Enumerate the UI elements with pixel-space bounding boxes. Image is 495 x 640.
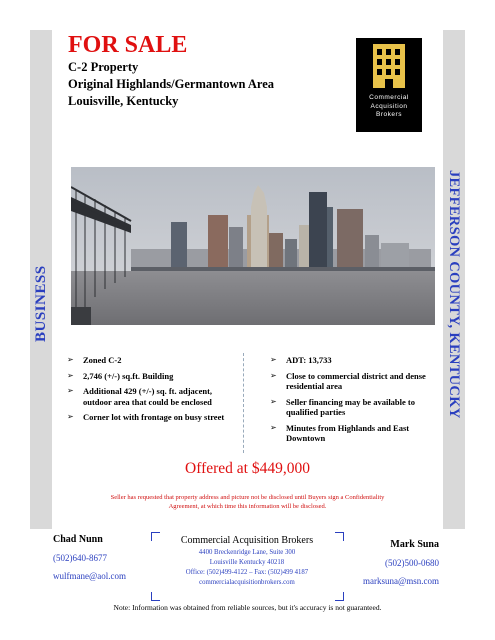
broker-address-1: 4400 Breckenridge Lane, Suite 300 — [198, 549, 296, 556]
features-left-list — [67, 355, 237, 428]
list-item: ➢ Corner lot with frontage on busy street — [67, 412, 237, 423]
broker-address-2: Louisville Kentucky 40218 — [209, 559, 285, 566]
broker-contact-box — [159, 534, 335, 600]
property-type: C-2 Property — [68, 60, 139, 74]
county-side-label: JEFFERSON COUNTY, KENTUCKY — [446, 170, 462, 419]
agent-name: Chad Nunn — [53, 534, 103, 545]
agent-email[interactable]: wulfmane@aol.com — [53, 571, 127, 581]
box-corner — [335, 532, 344, 541]
footer-note: Note: Information was obtained from reliable sources, but it's accuracy is not guaranteed. — [113, 603, 382, 612]
features-right-list — [270, 355, 440, 449]
agent-name: Mark Suna — [390, 539, 439, 550]
agent-left-contact — [53, 531, 126, 585]
property-area: Original Highlands/Germantown Area — [68, 77, 275, 91]
seller-disclaimer: Seller has requested that property address and picture not be disclosed until Buyers sign a Confidentiality Agreement, at which time this information will be disclosed. — [110, 494, 385, 510]
for-sale-title: FOR SALE — [68, 32, 188, 58]
box-corner — [335, 592, 344, 601]
broker-phone-fax: Office: (502)499-4122 – Fax: (502)499 4187 — [185, 569, 309, 576]
business-side-label: BUSINESS — [33, 265, 49, 342]
building-icon — [373, 44, 405, 88]
list-item: ➢ ADT: 13,733 — [270, 355, 440, 366]
broker-name: Commercial Acquisition Brokers — [180, 535, 314, 546]
list-item: ➢ Additional 429 (+/-) sq. ft. adjacent, outdoor area that could be enclosed — [67, 386, 237, 407]
logo-text: Commercial Acquisition Brokers — [369, 94, 409, 118]
broker-logo — [356, 38, 422, 132]
broker-website[interactable]: commercialacquisitionbrokers.com — [199, 579, 295, 586]
offer-price: Offered at $449,000 — [185, 460, 310, 477]
list-item: ➢ Close to commercial district and dense residential area — [270, 371, 440, 392]
property-city: Louisville, Kentucky — [68, 94, 179, 108]
skyline-photo — [71, 167, 435, 325]
agent-phone[interactable]: (502)640-8677 — [53, 553, 107, 563]
column-divider — [243, 353, 244, 453]
list-item: ➢ Minutes from Highlands and East Downtown — [270, 423, 440, 444]
agent-email[interactable]: marksuna@msn.com — [362, 576, 439, 586]
list-item: ➢ Seller financing may be available to qualified parties — [270, 397, 440, 418]
list-item: ➢ Zoned C-2 — [67, 355, 237, 366]
agent-phone[interactable]: (502)500-0680 — [385, 558, 439, 568]
agent-right-contact — [355, 536, 439, 590]
list-item: ➢ 2,746 (+/-) sq.ft. Building — [67, 371, 237, 382]
